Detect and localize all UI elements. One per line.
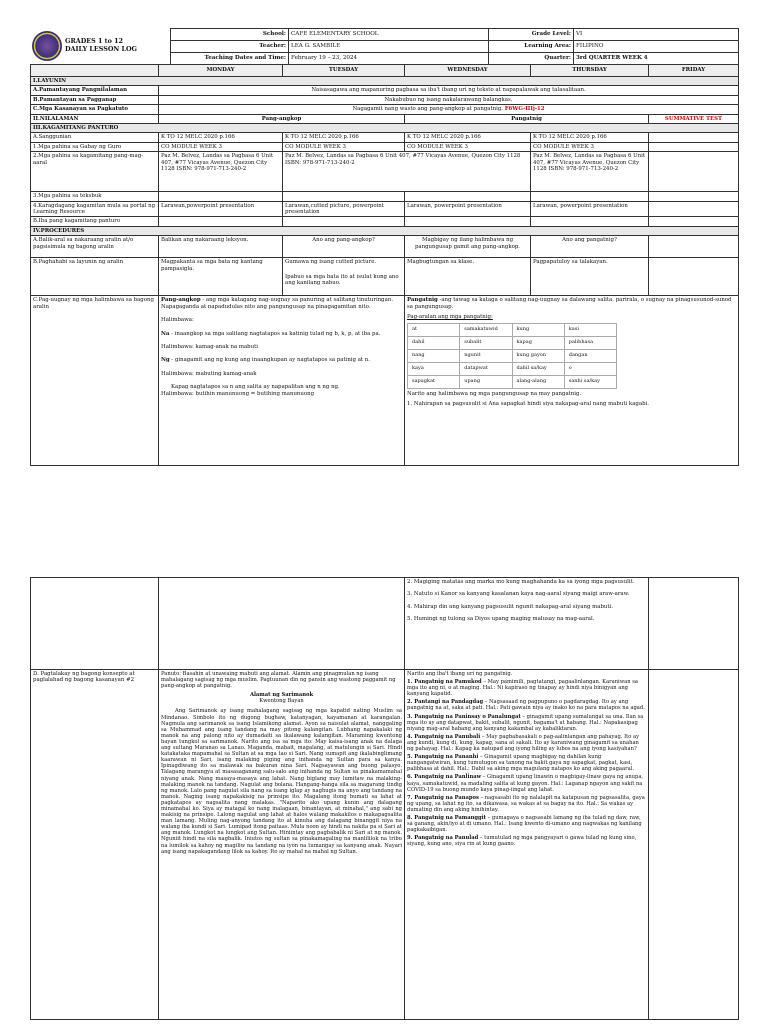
- pangatnig-word: nang: [408, 349, 460, 362]
- pangatnig-word: subalit: [460, 336, 512, 349]
- example-2: 2. Magiging matatas ang marka mo kung maghahanda ka sa iyong mga pagsusulit.: [407, 579, 635, 585]
- cont-fri: [649, 578, 739, 670]
- section-layunin: I.LAYUNIN: [31, 77, 739, 86]
- melc-mon: K TO 12 MELC 2020 p.166: [159, 133, 283, 142]
- example-1: 1. Nahirapan sa pagsusulit si Ana sapagkat hindi siya nakapag-aral nang mabuti kagabi.: [407, 400, 649, 407]
- day-wednesday: WEDNESDAY: [405, 65, 531, 77]
- row-label-balik-aral: A.Balik-aral sa nakaraang aralin at/o pagsisimula ng bagong aralin: [31, 236, 159, 258]
- grade-label: Grade Level:: [489, 29, 574, 41]
- days-row: [31, 65, 739, 77]
- pangatnig-word: datapwat: [460, 362, 512, 375]
- pangatnig-type-item: [407, 795, 646, 813]
- header-table: [170, 28, 739, 65]
- iba-fri: [649, 217, 739, 226]
- portal-thu: Larawan, powerpoint presentation: [531, 201, 649, 217]
- layunin-c-cell: [159, 105, 739, 114]
- pangatnig-types-cell: [405, 670, 649, 1020]
- balik-wed: Magbigay ng ilang halimbawa ng pangungusap gamit ang pang-angkop.: [405, 236, 531, 258]
- pangatnig-type-title: 8. Pangatnig na Pamanggit: [407, 814, 486, 821]
- pangatnig-type-title: 7. Pangatnig na Panapos: [407, 794, 479, 801]
- na-example: Halimbawa: kamag-anak na mabuti: [161, 343, 258, 350]
- day-friday: FRIDAY: [649, 65, 739, 77]
- lesson-log-sheet: [30, 28, 738, 466]
- module-fri: [649, 142, 739, 151]
- pangatnig-word: at: [408, 323, 460, 336]
- section-kagamitan: III.KAGAMITANG PANTURO: [31, 124, 739, 133]
- alamat-instructions: Panuto: Basahin at unawaing mabuti ang alamat. Alamin ang pinagmulan ng isang mahalagang sagisag ng mga muslim. Pagtuunan din ng pansin ang wastong paggamit ng pang-angkop at pangatnig.: [161, 671, 396, 690]
- habi-tue: [283, 258, 405, 296]
- example-5: 5. Humingi ng tulong sa Diyos upang maging malusay na mag-aaral.: [407, 616, 595, 623]
- ng-text: - ginagamit ang ng kung ang inaangkupan ay nagtatapos sa patinig at n.: [169, 357, 370, 364]
- pangatnig-grid-row: [408, 375, 617, 388]
- pangatnig-word: kasi: [564, 323, 616, 336]
- pangatnig-type-title: 6. Pangatnig na Panlinaw: [407, 774, 482, 781]
- pang-angkop-def: [161, 297, 402, 310]
- portal-fri: [649, 201, 739, 217]
- melc-wed: K TO 12 MELC 2020 p.166: [405, 133, 531, 142]
- alamat-title: Alamat ng Sarimanok: [249, 692, 314, 699]
- balik-thu: Ano ang pangatnig?: [531, 236, 649, 258]
- balik-mon: Balikan ang nakaraang leksyon.: [159, 236, 283, 258]
- section-nilalaman: II.NILALAMAN: [31, 114, 159, 123]
- pangatnig-word: alang-alang: [512, 375, 564, 388]
- day-corner: [31, 65, 159, 77]
- pangatnig-def: [407, 297, 736, 310]
- log-title: [65, 38, 137, 53]
- quarter-value: 3rd QUARTER WEEK 4: [574, 53, 739, 65]
- row-label-iba-pang: B.Iba pang kagamitang panturo: [31, 217, 159, 226]
- layunin-c-text: Nagagamit nang wasto ang pang-angkop at pangatnig.: [352, 106, 503, 113]
- balik-tue: Ano ang pang-angkop?: [283, 236, 405, 258]
- pangatnig-term: Pangatnig: [407, 297, 438, 304]
- pangatnig-def-text: -ang tawag sa kataga o salitang nag-uugnay sa dalawang salita, parirala, o sugnay na pinagsusunod-sunod sa pangungusap.: [407, 297, 732, 310]
- pangatnig-type-item: [407, 835, 646, 847]
- day-monday: MONDAY: [159, 65, 283, 77]
- module-tue: CO MODULE WEEK 3: [283, 142, 405, 151]
- habi-tue-line1: Gumawa ng isang cutted picture.: [285, 259, 377, 266]
- melc-fri: [649, 133, 739, 142]
- pangatnig-type-desc: – Ginagamit upang linawin o magbigay-linaw gaya ng anupa, kaya, samakatuwid, sa madaling salita at kung gayon. Hal.: Laganap ngayon ang sakit na COVID-19 sa buong mundo kaya pinag-iingat ang lahat.: [407, 774, 644, 793]
- balik-fri: [649, 236, 739, 258]
- portal-mon: Larawan,powerpoint presentation: [159, 201, 283, 217]
- pangatnig-type-item: [407, 734, 646, 752]
- pangatnig-grid-row: [408, 349, 617, 362]
- na-term: Na: [161, 330, 170, 337]
- row-label-pamantayang: A.Pamantayang Pangnilalaman: [31, 86, 159, 95]
- iba-mon: [159, 217, 283, 226]
- pangatnig-type-desc: – gumagaya o nagsasabi lamang ng iba tulad ng daw, raw, sa ganang, akin/iyo at di umano. Hal.: Isang kwento di-umano ang nagwakas ng kanilang pagkakaibigan.: [407, 814, 642, 834]
- alamat-paragraph: Ang Sarimanok ay isang mahalagang sagisag ng mga kapatid nating Muslim sa Mindanao. Simbolo ito ng dugong bughaw, katanyagan, kayamanan at karangalan. Nagmula ang sarimanok sa isang Islamikong alamat. Ayon sa naisulat alamat, nanggaling sa Muhammad ang isang tandang na may pitong kalangitan. Lubhang napakalaki ng manok na ang palong nito ay dumadaiti sa ikalawang kalangitan. Maraming kwentong bayan tungkol sa sarimanok. Narito ang isa sa mga ito: May kaisa-isang anak na dalaga ang sultang Maranao sa Lanao. Maganda, mabait, magalang, at matulungin si Sari. Hindi katakataka mapamahal sa Sultan at sa mga tao si Sari. Nang sumapit ang ikalabinglimang kaarawan ni Sari, isang malaking piging ang inihanda ng Sultan para sa kanya. Ipinagdiwang ito sa malawak na bakuran nina Sari. Nagsayawan ang buong palasyo. Talagang marangya at masasaganang salu-salo ang inihanda ng Sultan sa pinakamamahal niyang anak. Nang masaya-masaya ang lahat. Nang biglang may lumitaw na malaking-malaking manok na tandang. Nagulat ang bolana. Hangang-hanga sila sa magarang tindig ng manok. Lalo pang nagulat sila nang sa isang iglap ay naghugis na anyo ang tandang na manok. Naging isang napakakisig na prinsipe ito. Magalang itong bumati sa lahat at pagkatapos ay nagsalita nang malakas. "Naparito ako upang kunin ang dalagang minamahal ko. Siya ay matagal ko nang inalagaan, binantayan, at minahal," ang sabi ng makisig na prinsipe. Lalong nagulat ang lahat at halos walang makakilos o makapagsalita man lamang. Muling nag-anyong tandang ito at kinuha ang dalagang binanggit niya na walang iba kundi si Sari. Lumipad itong paitaas. Mula noon ay hindi na nakita pa si Sari at ang manok. Lungkot na lungkot ang Sultan. Hiniintay ang pagbabalik ni Sari at ng manok. Nguniit hindi na sila nagbalik. Iniutos ng sultan sa pinakamagaling na manlililok na tribu na lumilok sa kahoy ng magiliw na tandang na iyon na tumangay sa kanyang anak. Nayari ang isang napakagandang lilok sa kahoy. Ito ay mahal na mahal ng Sultan.: [161, 708, 402, 855]
- competency-code: F6WG-IIIj-12: [504, 106, 545, 113]
- alamat-subtitle: Kwentong Bayan: [259, 698, 304, 705]
- portal-tue: Larawan,cutted picture, powerpoint presentation: [283, 201, 405, 217]
- pangatnig-type-title: 1. Pangatnig na Pamukod: [407, 679, 482, 686]
- habi-thu: Pagpapatuloy sa talakayan.: [531, 258, 649, 296]
- ng-rule: [161, 357, 402, 363]
- teacher-label: Teacher:: [171, 41, 289, 53]
- pangatnig-word: kung gayon: [512, 349, 564, 362]
- ng-term: Ng: [161, 357, 170, 364]
- page-gap: [0, 540, 768, 565]
- nilalaman-summative: SUMMATIVE TEST: [649, 114, 739, 123]
- row-label-portal: 4.Karagdagang kagamitan mula sa portal ng Learning Resource: [31, 201, 159, 217]
- row-label-sanggunian: A.Sanggunian: [31, 133, 159, 142]
- pangatnig-type-item: [407, 754, 646, 772]
- grade-value: VI: [574, 29, 739, 41]
- examples-intro: Narito ang halimbawa ng mga pangungusap na may pangatnig.: [407, 390, 582, 397]
- ref-tue-wed: Paz M. Belvez, Landas sa Pagbasa 6 Unit 407, #77 Vicayas Avenue, Quezon City 1128 ISBN: 978-971-713-240-2: [283, 152, 531, 192]
- module-wed: CO MODULE WEEK 3: [405, 142, 531, 151]
- pangatnig-word: dangan: [564, 349, 616, 362]
- teksbuk-fri: [649, 192, 739, 201]
- row-label-gabay: 1.Mga pahina sa Gabay ng Guro: [31, 142, 159, 151]
- module-mon: CO MODULE WEEK 3: [159, 142, 283, 151]
- pangatnig-word: upang: [460, 375, 512, 388]
- teacher-value: LEA G. SAMBILE: [289, 41, 489, 53]
- deped-seal-icon: [32, 31, 62, 61]
- lesson-log-sheet-2: [30, 577, 738, 1020]
- title-line1: GRADES 1 to 12: [65, 37, 123, 45]
- pangatnig-word: dahil: [408, 336, 460, 349]
- pangatnig-grid: [407, 323, 617, 389]
- pangatnig-type-title: 9. Pangatnig na Panulad: [407, 835, 479, 842]
- header-block: [30, 28, 738, 64]
- row-label-paghahabi: B.Paghahabi sa layunin ng aralin: [31, 258, 159, 296]
- melc-thu: K TO 12 MELC 2020 p.166: [531, 133, 649, 142]
- cont-label: [31, 578, 159, 670]
- title-line2: DAILY LESSON LOG: [65, 44, 137, 53]
- area-value: FILIPINO: [574, 41, 739, 53]
- pangatnig-grid-row: [408, 362, 617, 375]
- cont-left: [159, 578, 405, 670]
- teksbuk-thu: [531, 192, 649, 201]
- halimbawa-label: Halimbawa:: [161, 317, 194, 324]
- row-label-pagtalakay-2: D. Pagtalakay ng bagong konsepto at paglalahad ng bagong kasanayan #2: [31, 670, 159, 1020]
- lesson-table: [30, 64, 739, 466]
- pangatnig-type-desc: – Nagsasaad ng pagpupuno o pagdaragdag. Ito ay ang pangatnig na at, saka at pati. Hal.: Pati gawain niya ay inako ko na para matapos na agad.: [407, 699, 645, 712]
- quarter-label: Quarter:: [489, 53, 574, 65]
- dates-label: Teaching Dates and Time:: [171, 53, 289, 65]
- portal-wed: Larawan, powerpoint presentation: [405, 201, 531, 217]
- module-thu: CO MODULE WEEK 3: [531, 142, 649, 151]
- iba-tue: [283, 217, 405, 226]
- ng-example: Halimbawa: mabuting kamag-anak: [161, 370, 257, 377]
- habi-mon: Magpakanta sa mga bata ng kantang pampasigla.: [159, 258, 283, 296]
- pangatnig-word: samakatuwid: [460, 323, 512, 336]
- pangatnig-type-title: 4. Pangatnig na Panubali: [407, 733, 481, 740]
- n-example: Halimbawa: butihin manunuong = butihing manunuong: [161, 390, 315, 397]
- pangatnig-types-list: [407, 679, 646, 847]
- na-rule: [161, 331, 402, 337]
- section-procedures: IV.PROCEDURES: [31, 226, 739, 235]
- pangatnig-type-title: 5. Pangatnig na Pananhi: [407, 754, 479, 761]
- habi-wed: Magbugtungan sa klase.: [405, 258, 531, 296]
- area-label: Learning Area:: [489, 41, 574, 53]
- alamat-cell: [159, 670, 405, 1020]
- school-label: School:: [171, 29, 289, 41]
- pangatnig-word: sanhi sa/kay: [564, 375, 616, 388]
- ref-mon: Paz M. Belvez, Landas sa Pagbasa 6 Unit 407, #77 Vicayas Avenue, Quezon City 1128 ISBN: 978-971-713-240-2: [159, 152, 283, 192]
- row-label-teksbuk: 3.Mga pahina sa teksbuk: [31, 192, 159, 201]
- page-two: [0, 565, 768, 1024]
- nilalaman-pang-angkop: Pang-angkop: [159, 114, 405, 123]
- types-fri: [649, 670, 739, 1020]
- row-label-pag-uugnay: C.Pag-uugnay ng mga halimbawa sa bagong aralin: [31, 296, 159, 466]
- pangatnig-word: o: [564, 362, 616, 375]
- pangatnig-type-desc: – ginagamit upang sumalungat sa una. Ilan sa mga ito ay ang datapwat, bakit, subalit, ngunit, bagama't at habang. Hal.: Napakasipag niyang mag-aral habang ang kanyang kakambal ay kabaliktaran.: [407, 713, 644, 732]
- layunin-a-text: Naisasagawa ang mapanuring pagbasa sa iba't ibang uri ng teksto at napapalawak ang talasalitaan.: [159, 86, 739, 95]
- pangatnig-word: kapag: [512, 336, 564, 349]
- pang-angkop-def-text: - ang mga katagang nag-uugnay sa panuring at salitang tinuturingan. Napagaganda at napadudulas nito ang pangungusap na pinagagamitan nito.: [161, 297, 394, 310]
- nilalaman-pangatnig: Pangatnig: [405, 114, 649, 123]
- pangatnig-type-item: [407, 714, 646, 732]
- layunin-b-text: Nakabubuo ng isang nakalarawang balangkas.: [159, 95, 739, 104]
- pangatnig-type-desc: – nagsasabi ito ng nalalapit na katapusan ng pagsasalita, gaya ng upang, sa lahat ng ito, sa dikawasa, sa wakas at sa bagay na ito. Hal.: Sa wakas ay dumating din ang aking hinihintay.: [407, 794, 645, 813]
- row-label-pagganap: B.Pamantayan sa Pagganap: [31, 95, 159, 104]
- n-note: Kapag nagtatapos sa n ang salita ay napapalitan ang n ng ng.: [171, 384, 340, 391]
- teksbuk-mon: [159, 192, 283, 201]
- row-label-kasanayan: C.Mga Kasanayan sa Pagkatuto: [31, 105, 159, 114]
- pangatnig-word: dahil sa/kay: [512, 362, 564, 375]
- pangatnig-word: palibhasa: [564, 336, 616, 349]
- pag-aralan-label: Pag-aralan ang mga pangatnig:: [407, 314, 493, 321]
- pangatnig-word: ngunit: [460, 349, 512, 362]
- melc-tue: K TO 12 MELC 2020 p.166: [283, 133, 405, 142]
- pangatnig-type-title: 3. Pangatnig na Paninsay o Panalungat: [407, 713, 521, 720]
- row-label-pang-mag-aaral: 2.Mga pahina sa kagamitang pang-mag-aaral: [31, 152, 159, 192]
- pangatnig-word: kung: [512, 323, 564, 336]
- pangatnig-word: sapagkat: [408, 375, 460, 388]
- pang-angkop-term: Pang-angkop: [161, 297, 201, 304]
- ref-fri: [649, 152, 739, 192]
- habi-fri: [649, 258, 739, 296]
- na-text: - inaangkop sa mga salitang nagtatapos sa katinig tulad ng b, k, p, at iba pa.: [169, 330, 381, 337]
- types-intro: Narito ang iba't ibang uri ng pangatnig.: [407, 671, 513, 677]
- lesson-table-2: [30, 577, 739, 1020]
- pangatnig-grid-row: [408, 336, 617, 349]
- example-4: 4. Mahirap din ang kanyang pagsusulit ngunit nakapag-aral siyang mabuti.: [407, 603, 613, 610]
- example-3: 3. Natuto si Kanor sa kanyang kasalanan kaya nag-aaral siyang maigi araw-araw.: [407, 591, 630, 598]
- day-tuesday: TUESDAY: [283, 65, 405, 77]
- pangatnig-type-desc: – May pamimili, pagtatangi, pagaalinlangan. Karaniwan sa mga ito ang ni, o at maging. Hal.: Ni kapiraso ng tinapay ay hindi niya binigyan ang kanyang kapatid.: [407, 679, 638, 698]
- pangatnig-type-item: [407, 699, 646, 711]
- pangatnig-word: kaya: [408, 362, 460, 375]
- teksbuk-tue: [283, 192, 405, 201]
- pangatnig-type-title: 2. Pantangi na Pandagdag: [407, 699, 484, 706]
- pangatnig-grid-row: [408, 323, 617, 336]
- pangatnig-type-desc: – May pagbabasakali o pag-aalinlangan ang pahayag. Ito ay ang kundi, kung di, kung, kapag, sana at sakali. Ito ay karaniwang ginagamit sa unahan ng pahayag. Hal.: Kapag ka natupad ang iyong hiling ay lubos na ang iyong kasiyahan?: [407, 733, 640, 753]
- pangatnig-type-item: [407, 815, 646, 833]
- day-thursday: THURSDAY: [531, 65, 649, 77]
- habi-tue-line2: Ipabuo sa mga bata ito at isulat kung ano ang kanilang nabuo.: [285, 273, 399, 287]
- pangatnig-type-item: [407, 679, 646, 697]
- pangatnig-type-desc: – tumutulad ng mga pangyayari o gawa tulad ng kung sino, siyang, kung ano, siya rin at kung gaano.: [407, 835, 637, 848]
- teksbuk-wed: [405, 192, 531, 201]
- iba-thu: [531, 217, 649, 226]
- pang-angkop-discussion: [159, 296, 405, 466]
- pangatnig-discussion: [405, 296, 739, 466]
- pangatnig-type-desc: – Ginagamit upang magbigay ng dahilan kung nangangatwiran, kung tumutugon sa tanong na bakit gaya ng sapagkat, pagkat, kasi, palibhasa at dahil. Hal.: Dahil sa aking mga magulang natapos ko ang aking pagaaral.: [407, 754, 634, 773]
- ref-thu: Paz M. Belvez, Landas sa Pagbasa 6 Unit 407, #77 Vicayas Avenue, Quezon City 1128 ISBN: 978-971-713-240-2: [531, 152, 649, 192]
- cont-examples: [405, 578, 649, 670]
- school-value: CAFE ELEMENTARY SCHOOL: [289, 29, 489, 41]
- dates-value: February 19 – 23, 2024: [289, 53, 489, 65]
- pangatnig-type-item: [407, 774, 646, 792]
- iba-wed: [405, 217, 531, 226]
